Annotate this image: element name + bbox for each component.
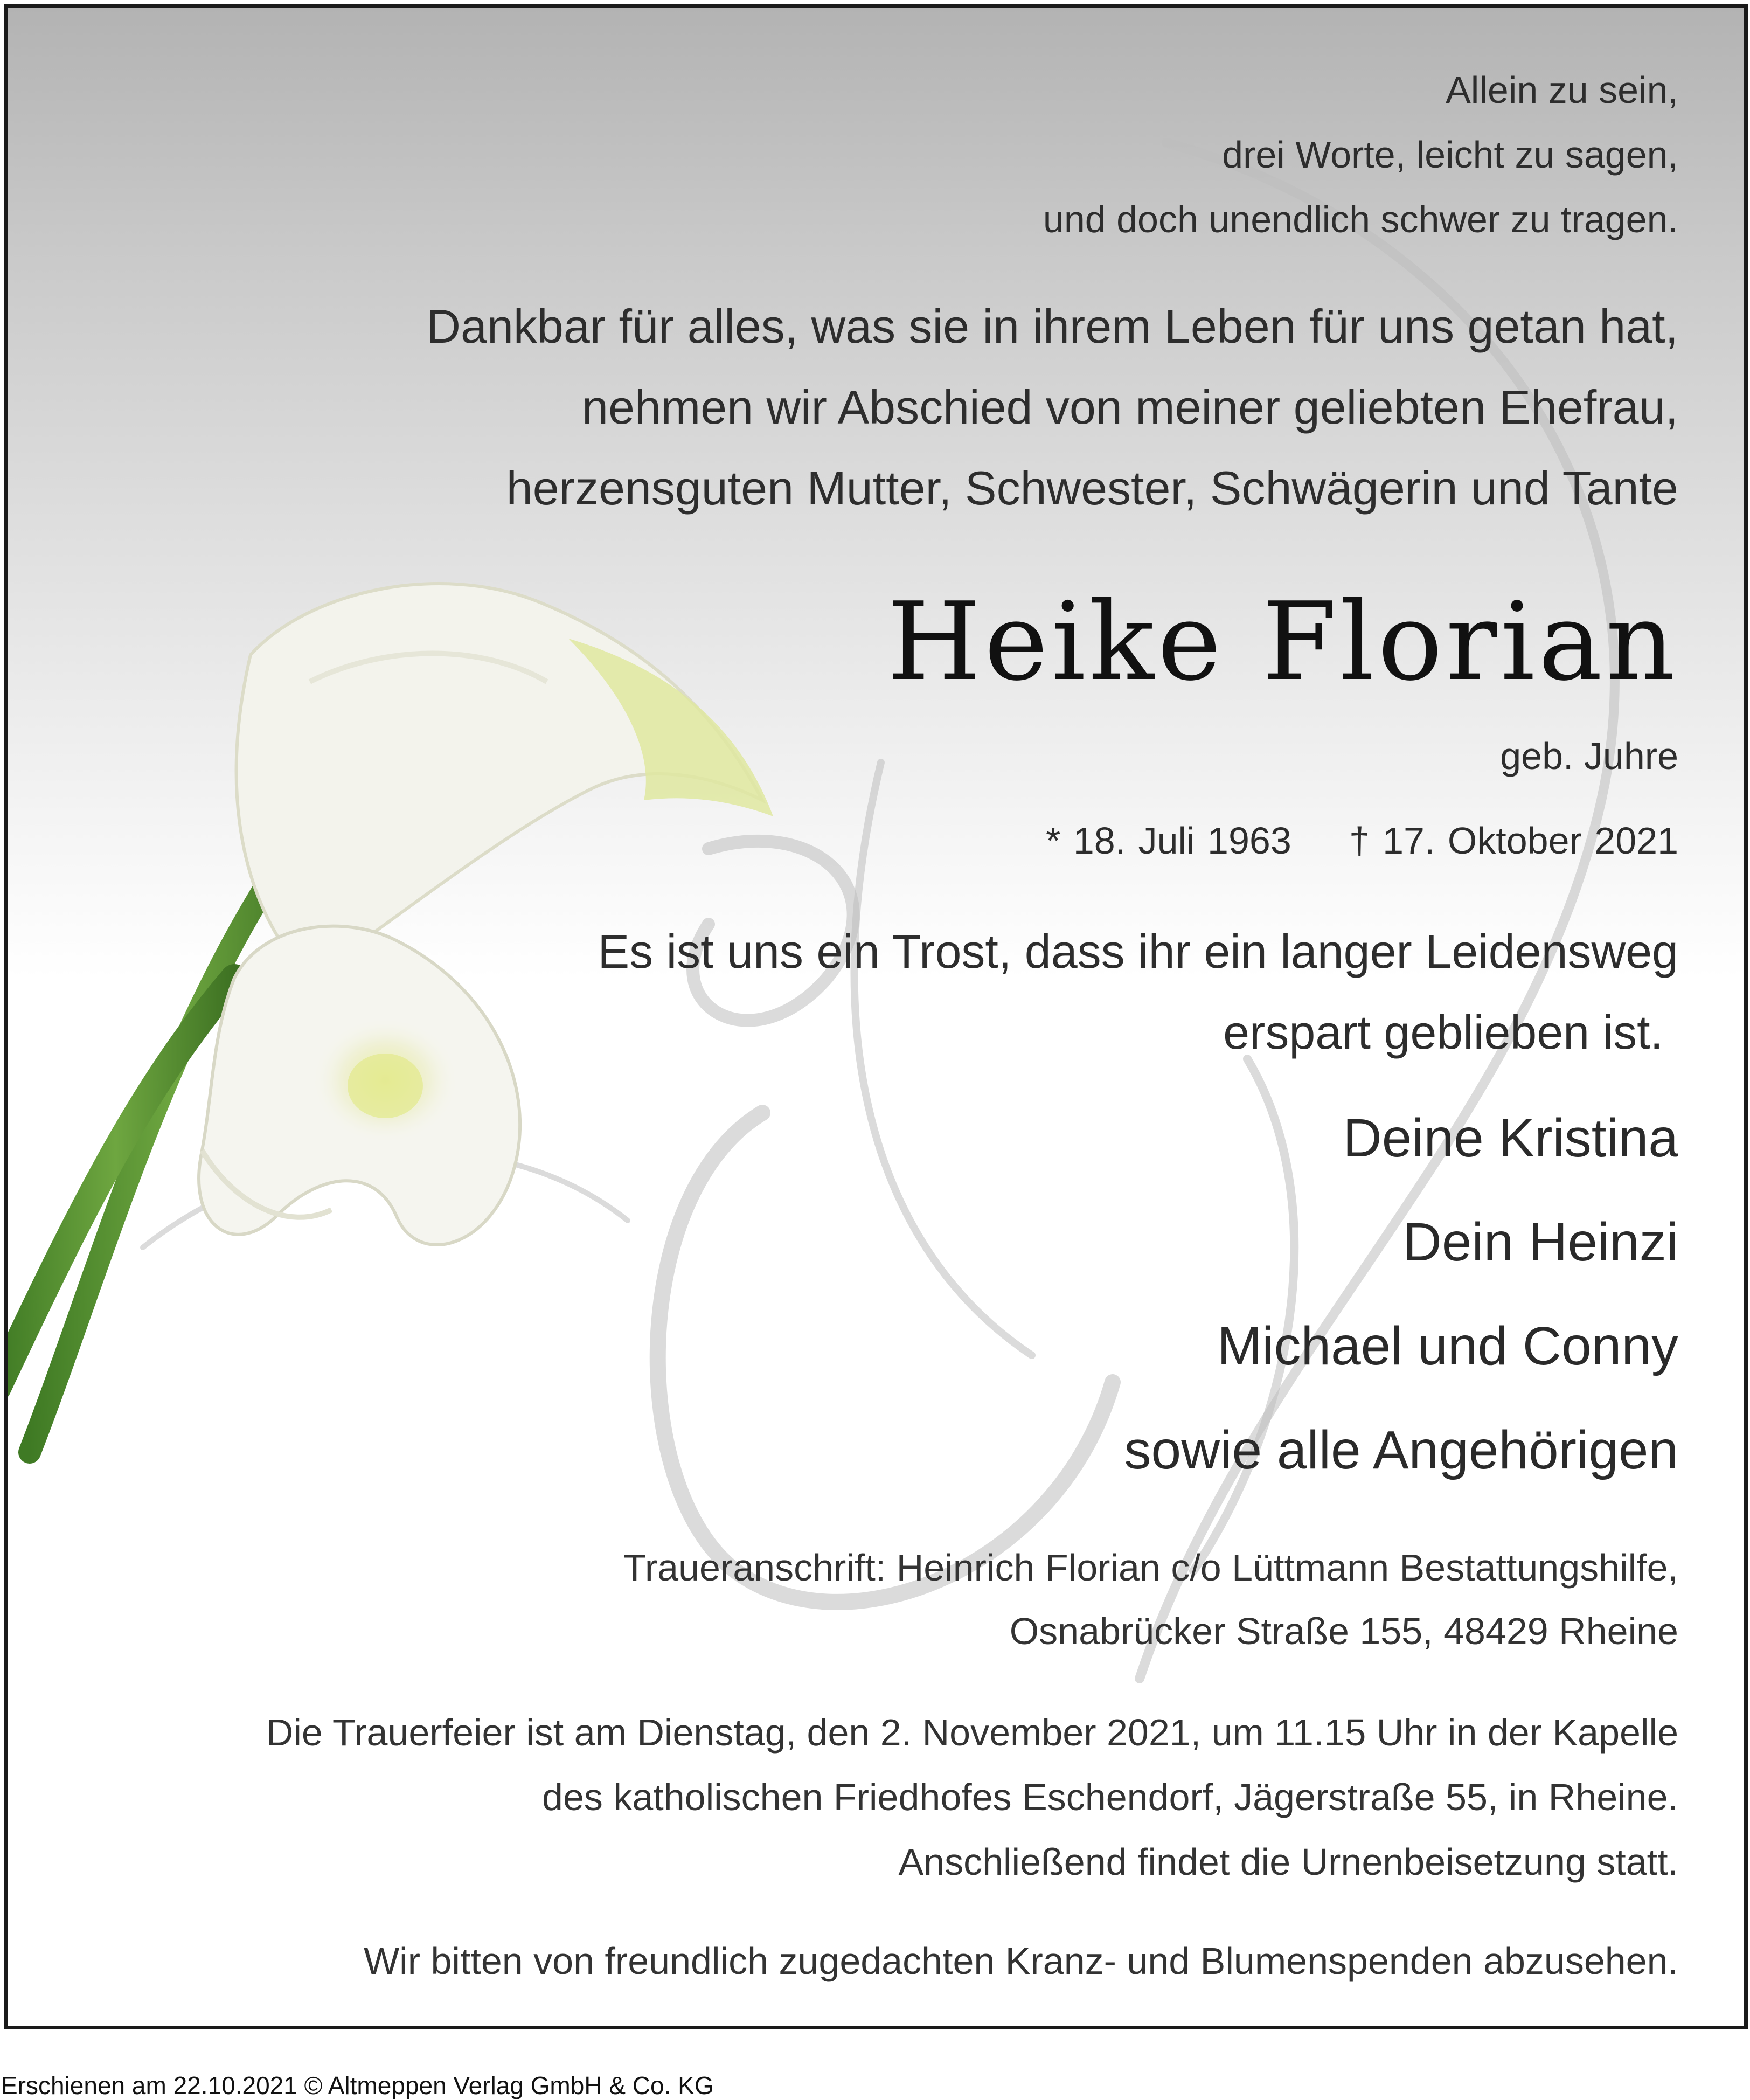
comfort-line: erspart geblieben ist. bbox=[1223, 1006, 1663, 1059]
flower-donation-request: Wir bitten von freundlich zugedachten Kranz- und Blumenspenden abzusehen. bbox=[364, 1940, 1678, 1982]
mourning-address: Osnabrücker Straße 155, 48429 Rheine bbox=[1009, 1610, 1678, 1652]
ceremony-info: des katholischen Friedhofes Eschendorf, Jägerstraße 55, in Rheine. bbox=[542, 1776, 1678, 1818]
life-dates bbox=[1046, 819, 1678, 862]
mourner-name: Deine Kristina bbox=[1343, 1108, 1678, 1168]
verse-line: Allein zu sein, bbox=[1446, 69, 1678, 111]
deceased-name: Heike Florian bbox=[887, 579, 1678, 705]
birth-date: * 18. Juli 1963 bbox=[1046, 820, 1291, 862]
verse-line: drei Worte, leicht zu sagen, bbox=[1222, 134, 1678, 176]
intro-line: Dankbar für alles, was sie in ihrem Leben für uns getan hat, bbox=[426, 300, 1678, 353]
calla-flower-lower bbox=[199, 926, 520, 1245]
publication-footer: Erschienen am 22.10.2021 © Altmeppen Verlag GmbH & Co. KG bbox=[1, 2071, 714, 2099]
ceremony-info: Die Trauerfeier ist am Dienstag, den 2. November 2021, um 11.15 Uhr in der Kapelle bbox=[266, 1711, 1678, 1754]
obituary-notice bbox=[4, 4, 1748, 2029]
intro-line: herzensguten Mutter, Schwester, Schwägerin und Tante bbox=[506, 461, 1678, 515]
mourning-address: Traueranschrift: Heinrich Florian c/o Lüttmann Bestattungshilfe, bbox=[623, 1547, 1678, 1589]
verse-line: und doch unendlich schwer zu tragen. bbox=[1043, 198, 1678, 240]
mourner-name: sowie alle Angehörigen bbox=[1124, 1420, 1678, 1480]
death-date: † 17. Oktober 2021 bbox=[1349, 820, 1678, 862]
comfort-line: Es ist uns ein Trost, dass ihr ein langer Leidensweg bbox=[598, 925, 1678, 978]
intro-line: nehmen wir Abschied von meiner geliebten Ehefrau, bbox=[582, 380, 1678, 434]
mourner-name: Michael und Conny bbox=[1217, 1316, 1678, 1376]
calla-flower-upper bbox=[237, 584, 773, 978]
ceremony-info: Anschließend findet die Urnenbeisetzung statt. bbox=[898, 1841, 1678, 1883]
birth-name: geb. Juhre bbox=[1500, 735, 1678, 777]
mourner-name: Dein Heinzi bbox=[1402, 1212, 1678, 1272]
